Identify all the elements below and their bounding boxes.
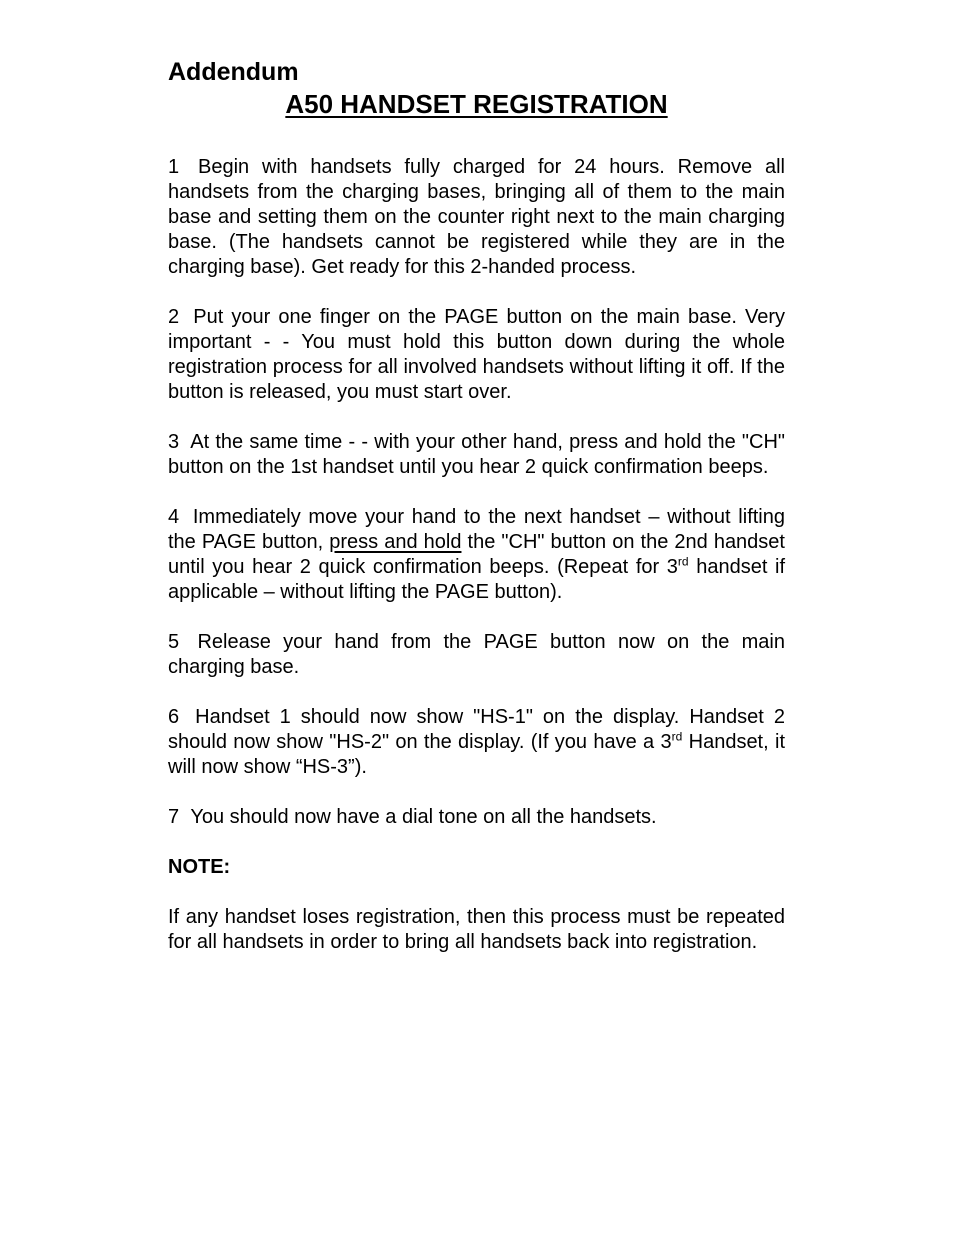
step-6	[168, 705, 785, 780]
step-1	[168, 155, 785, 280]
step-text: Release your hand from the PAGE button now on the main charging base.	[168, 631, 785, 678]
step-4	[168, 505, 785, 605]
step-number: 5	[168, 631, 180, 653]
step-number: 4	[168, 506, 180, 528]
step-text: handset if applicable – without lifting the PAGE button).	[168, 556, 786, 603]
document-page	[168, 56, 785, 955]
note-text: If any handset loses registration, then this process must be repeated for all handsets in order to bring all handsets back into registration.	[168, 906, 785, 953]
superscript: rd	[677, 554, 689, 569]
step-3	[168, 430, 785, 480]
step-text: Handset 1 should now show "HS-1" on the display. Handset 2 should now show "HS-2" on the display. (If you have a 3	[168, 706, 785, 753]
step-number: 3	[168, 431, 180, 453]
step-text: At the same time - - with your other hand, press and hold the "CH" button on the 1st handset until you hear 2 quick confirmation beeps.	[168, 431, 785, 478]
addendum-heading: Addendum	[168, 58, 299, 86]
step-text: Put your one finger on the PAGE button on the main base. Very important - - You must hold this button down during the whole registration process for all involved handsets without lifting it off. If the button is released, you must start over.	[168, 306, 786, 403]
step-5	[168, 630, 785, 680]
step-7	[168, 805, 785, 830]
step-number: 1	[168, 156, 180, 178]
step-number: 7	[168, 806, 180, 828]
note-label: NOTE:	[168, 856, 231, 878]
step-text: Handset, it will now show “HS-3”).	[168, 731, 785, 778]
step-2	[168, 305, 785, 405]
step-number: 6	[168, 706, 180, 728]
page-title: A50 HANDSET REGISTRATION	[285, 89, 668, 119]
step-text: You should now have a dial tone on all the handsets.	[190, 806, 657, 828]
step-text: the "CH" button on the 2nd handset until you hear 2 quick confirmation beeps. (Repeat for 3	[168, 531, 785, 578]
step-number: 2	[168, 306, 180, 328]
underlined-text: press and hold	[329, 531, 462, 553]
step-text: Begin with handsets fully charged for 24 hours. Remove all handsets from the charging bases, bringing all of them to the main base and setting them on the counter right next to the main charging base. (The handsets cannot be registered while they are in the charging base). Get ready for this 2-handed process.	[168, 156, 785, 278]
superscript: rd	[671, 729, 683, 744]
step-text: Immediately move your hand to the next handset – without lifting the PAGE button,	[168, 506, 786, 553]
